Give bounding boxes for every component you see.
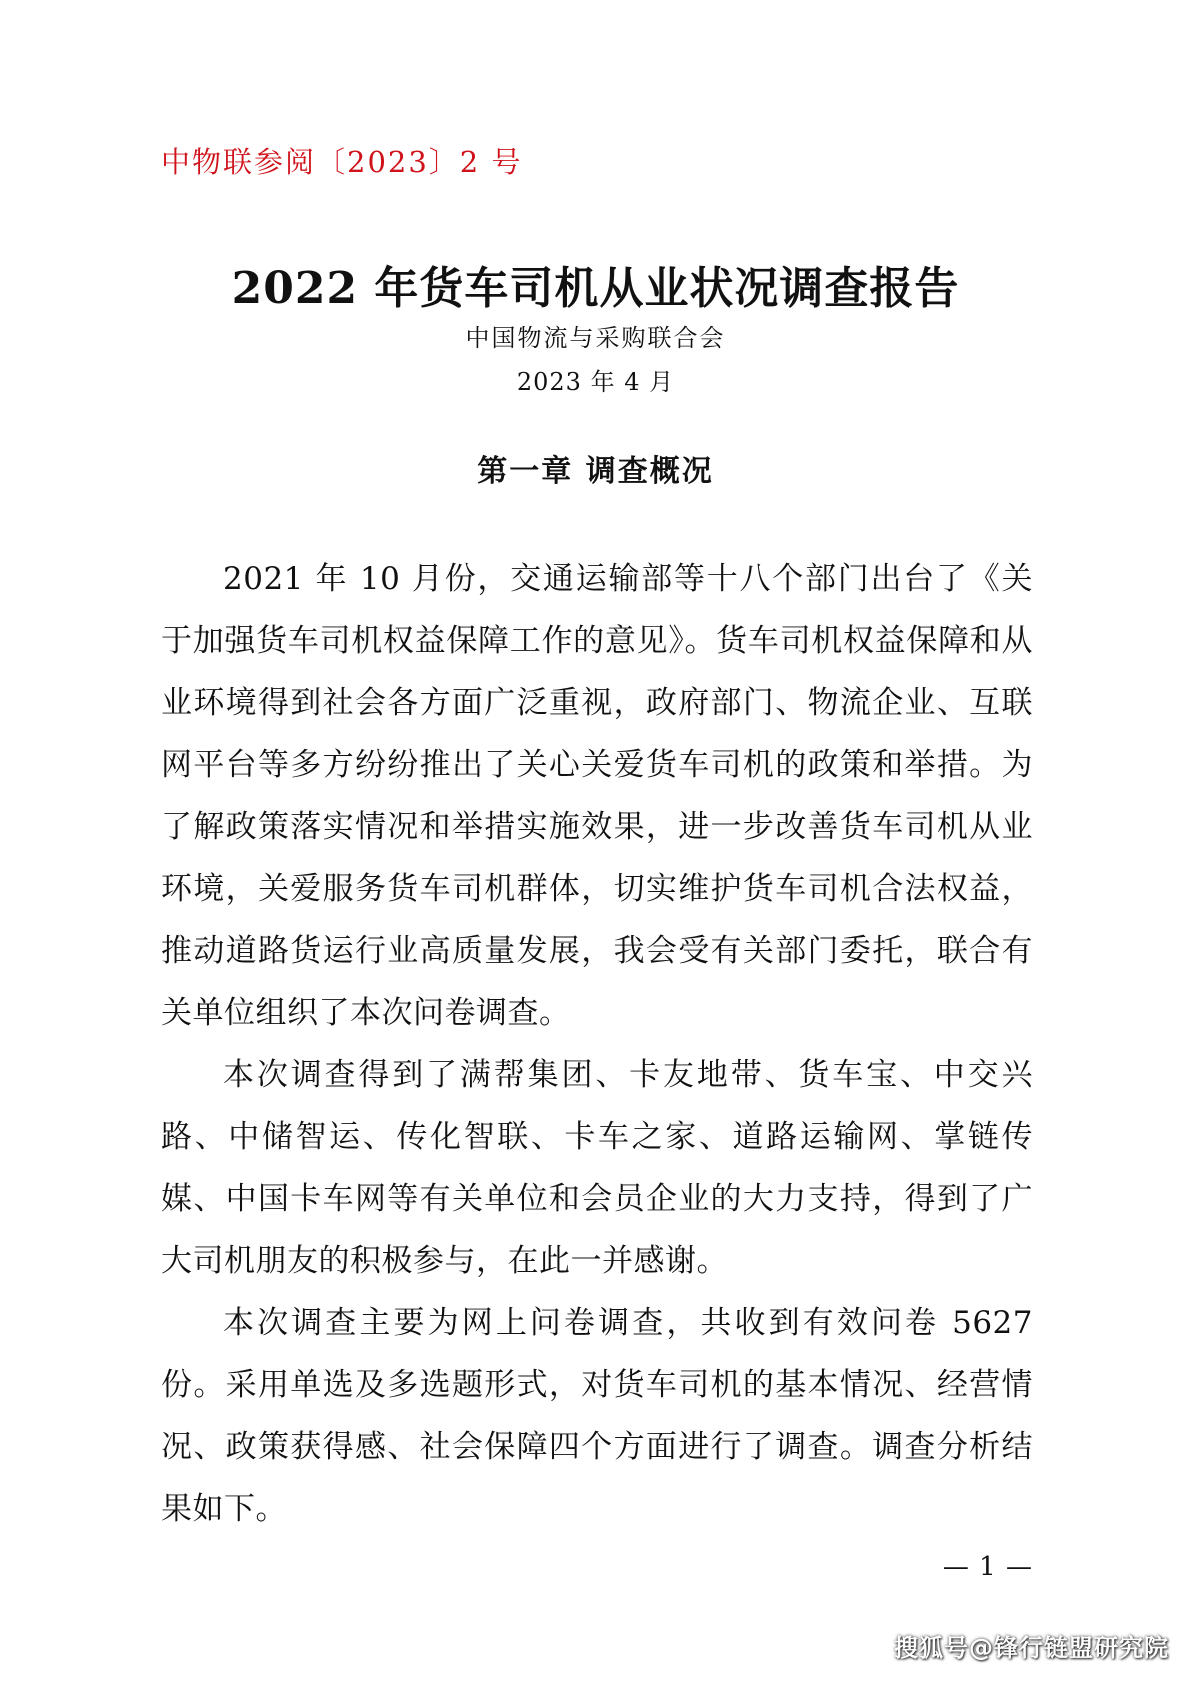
paragraph-3: 本次调查主要为网上问卷调查，共收到有效问卷 5627 份。采用单选及多选题形式，对货车司机的基本情况、经营情况、政策获得感、社会保障四个方面进行了调查。调查分析结果如下。 xyxy=(161,1305,1033,1527)
publication-date: 2023 年 4 月 xyxy=(516,368,675,396)
document-number: 中物联参阅〔2023〕2 号 xyxy=(161,145,523,179)
chapter-heading: 第一章 调查概况 xyxy=(477,454,714,489)
source-watermark: 搜狐号@锋行链盟研究院 xyxy=(894,1634,1169,1662)
page-number: — 1 — xyxy=(942,1552,1033,1582)
organization-name: 中国物流与采购联合会 xyxy=(465,324,726,352)
body-text xyxy=(161,548,1033,1540)
paragraph-2: 本次调查得到了满帮集团、卡友地带、货车宝、中交兴路、中储智运、传化智联、卡车之家、道路运输网、掌链传媒、中国卡车网等有关单位和会员企业的大力支持，得到了广大司机朋友的积极参与，在此一并感谢。 xyxy=(161,1057,1033,1279)
paragraph-1: 2021 年 10 月份，交通运输部等十八个部门出台了《关于加强货车司机权益保障工作的意见》。货车司机权益保障和从业环境得到社会各方面广泛重视，政府部门、物流企业、互联网平台等多方纷纷推出了关心关爱货车司机的政策和举措。为了解政策落实情况和举措实施效果，进一步改善货车司机从业环境，关爱服务货车司机群体，切实维护货车司机合法权益，推动道路货运行业高质量发展，我会受有关部门委托，联合有关单位组织了本次问卷调查。 xyxy=(161,561,1033,1031)
report-title: 2022 年货车司机从业状况调查报告 xyxy=(231,263,960,314)
